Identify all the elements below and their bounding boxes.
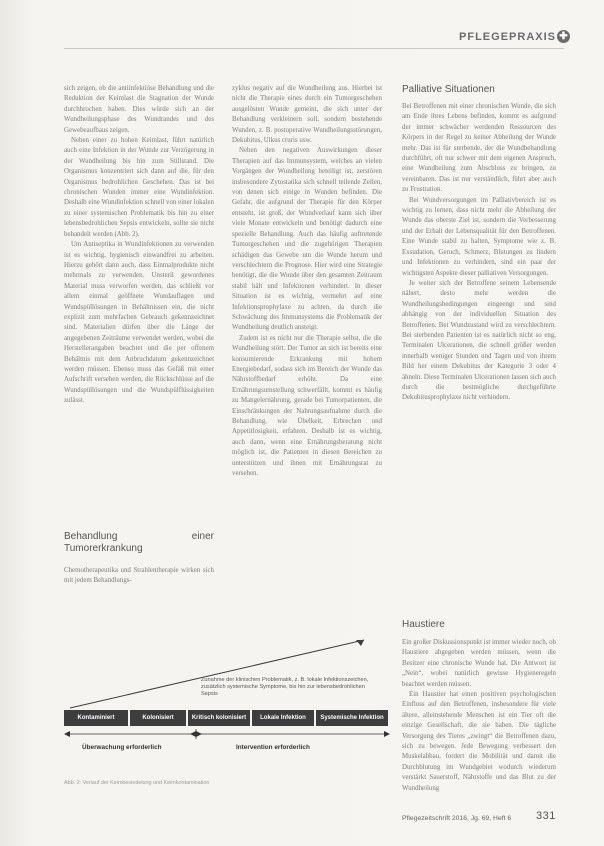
section-label: PFLEGEPRAXIS: [459, 31, 556, 43]
paragraph: Neben einer zu hohen Keimlast, führt natürlich auch eine Infektion in der Wunde zur Verzögerung in der Wundheilung bis hin zum Stillstand. Die Organismus konzentriert sich dann auf die, für den Organismus bedrohlichen Geschehen. Das ist bei chronischen Wunden immer eine Wundinfektion. Deshalb eine Wundinfektion schnell von einer lokalen zu einer systemischen Problematik bis hin zu einer lebensbedrohlichen Sepsis entwickeln, sollte sie nicht behandelt werden (Abb. 2).: [64, 137, 214, 238]
column-middle: [232, 84, 382, 479]
stage-box: Kritisch kolonisiert: [188, 710, 252, 726]
right-arrow-icon: [384, 731, 390, 737]
section-heading: Behandlung einer Tumorerkrankung: [64, 531, 214, 554]
stage-box: Kolonisiert: [130, 710, 188, 726]
stage-box: Kontaminiert: [64, 710, 130, 726]
header-rule: [64, 48, 564, 49]
footer-journal: Pflegezeitschrift 2016, Jg. 69, Heft 6: [402, 815, 512, 822]
paragraph: sich zeigen, ob die antiinfektiöse Behandlung und die Reduktion der Keimlast die Stagnation der Wunde durchbrochen haben. Dies würde sich an der Wundheilungsphase des Wundrandes und des Gewebeaufbaus zeigen.: [64, 85, 214, 134]
paragraph: Um Antiseptika in Wundinfektionen zu verwenden ist es wichtig, hygienisch einwandfrei zu arbeiten. Hierzu gehört dann auch, dass Einmalprodukte nicht mehrmals zu verwenden. Unsteril gewordenes Material muss verworfen werden, das schließt vor allem einmal geöffnete Wundauflagen und Wundspüllösungen in Behältnissen ein, die nicht explizit zum mehrfachen Gebrauch gekennzeichnet sind. Materialien dürfen über die Länge der angegebenen Zeiträume verwendet werden, wobei die Herstellerangaben beachtet und die per offenem Behältnis mit dem Anbruchdatum gekennzeichnet werden müssen. Ebenso muss das Gefäß mit einer Aufschrift versehen werden, die Rückschlüsse auf die Wundspüllösungen und die Wundspülflüssigkeiten zulässt.: [64, 241, 214, 405]
paragraph: Bei Wundversorgungen im Palliativbereich ist es wichtig zu lernen, dass nicht mehr die Abheilung der Wunde das oberste Ziel ist, sondern die Verbesserung und der Erhalt der Lebensqualität für den Betroffenen. Eine Wunde stabil zu halten, Symptome wie z. B. Exsudation, Geruch, Schmerz, Blutungen zu lindern und Infektionen zu verhindern, sind ein paar der wichtigsten Aspekte dieser palliativen Versorgungen.: [402, 196, 556, 277]
section-heading: Haustiere: [402, 619, 445, 630]
paragraph: Bei Betroffenen mit einer chronischen Wunde, die sich am Ende ihres Lebens befinden, kommt es aufgrund der immer schwächer werdenden Ressourcen des Körpers in der Regel zu keiner Abheilung der Wunde mehr. Das ist für sterbende, der die Wundbehandlung durchführt, oft nur schwer mit dem eigenen Anspruch, eine Wundheilung zum Abschluss zu bringen, zu vereinbaren. Das ist nur verständlich, führt aber auch zu Frustration.: [402, 103, 556, 194]
pflege-icon: ✚: [557, 30, 570, 43]
left-arrow-icon: [64, 731, 70, 737]
section-heading: Palliative Situationen: [402, 84, 495, 95]
haustiere-body: [402, 638, 556, 794]
paragraph: Chemotherapeutika und Strahlentherapie wirken sich mit jedem Behandlungs-: [64, 567, 214, 585]
page-number: 331: [536, 810, 556, 822]
stage-row: [64, 710, 388, 726]
range-label-right: Intervention erforderlich: [236, 744, 310, 751]
paragraph: Ein Haustier hat einen positiven psychologischen Einfluss auf den Betroffenen, insbesondere für viele ältere, alleinstehende Menschen ist ein Tier oft die einzige Gesellschaft, die sie haben. Die tägliche Versorgung des Tieres „zwingt“ die Betroffenen dazu, sich zu bewegen. Jede Bewegung verbessert den Muskelabbau, fordert die Mobilität und damit die Durchblutung im Wundgebiet wodurch wiederum verstärkt Sauerstoff, Nährstoffe und das Blut zu der Wundheilung: [402, 691, 556, 792]
arrow-head-icon: [356, 640, 364, 646]
infection-stage-figure: [64, 634, 390, 758]
figure-annotation: Zunahme der klinischen Problematik, z. B. lokale Infektionszeichen, zusätzlich systemische Symptome, bis hin zur lebensbedrohlichen Sepsis: [201, 677, 369, 697]
column-left: [64, 84, 214, 644]
stage-box: Systemische Infektion: [316, 710, 388, 726]
stage-box: Lokale Infektion: [252, 710, 316, 726]
mid-arrow-icon-right: [196, 731, 202, 737]
paragraph: Zudem ist es nicht nur die Therapie selbst, die die Wundheilung stört. Der Tumor an sich ist bereits eine konsumierende Erkrankung mit hohem Energiebedarf, sodass sich im Bereich der Wunde das Nährstoffbedarf erhöht. Da eine Ernährungsumstellung schwerfällt, kommt es häufig zu Mangelernährung, gerade bei Tumorpatienten, die Einschränkungen der Nahrungsaufnahme durch die Behandlung, wie Übelkeit, Erbrechen und Appetitlosigkeit, erfahren. Deshalb ist es wichtig, auch dann, wenn eine Ernährungsberatung nicht möglich ist, die Patienten in diesen Bereichen zu unterstützen und ihnen mit Ernährungsrat zu versehen.: [232, 334, 382, 478]
paragraph: Neben den negativen Auswirkungen dieser Therapien auf das Immunsystem, welches an vielen Vorgängen der Wundheilung beteiligt ist, zerstören insbesondere Zytostatika sich schnell teilende Zellen, von denen sich einige in Wunden befinden. Die Gefahr, die aufgrund der Therapie für den Körper entsteht, ist groß, der Wundverlauf kann sich über viele Monate entwickeln und benötigt dadurch eine spezielle Behandlung. Auch das häufig auftretende Tumorgeschehen und die zugehörigen Therapien schädigen das Gewebe um die Wunde herum und verschlechtern die Prognose. Hier wird eine Strategie benötigt, die die Wunde über den gesamten Zeitraum stabil hält und Infektionen verhindert. In dieser Situation ist es wichtig, vermehrt auf eine Infektionsprophylaxe zu achten, da durch die Schwächung des Immunsystems die Problematik der Wundheilung deutlich ansteigt.: [232, 147, 382, 332]
figure-caption: Abb. 2: Verlauf der Keimbesiedelung und Keimkontamination: [64, 780, 210, 786]
range-label-left: Überwachung erforderlich: [82, 744, 162, 751]
column-right: [402, 84, 556, 794]
paragraph: zyklus negativ auf die Wundheilung aus. Hierbei ist nicht die Therapie eines durch ein Tumorgeschehen ausgelösten Wunde gemeint, die sich unter der Behandlung verkleinern soll, sondern bestehende Wunden, z. B. postoperative Wundheilungsstörungen, Dekubitus, Ulkus cruris usw.: [232, 85, 382, 145]
paragraph: Je weiter sich der Betroffene seinem Lebensende nähert, desto mehr werden die Wundheilungsbedingungen eingeengt und sind abhängig von der individuellen Situation des Betroffenen. Bei Wundzustand wird zu verschlechtern. Bei sterbenden Patienten ist es natürlich nicht so eng, Terminalen Ulcerationen, die schnell größer werden innerhalb weniger Stunden und Tagen und von ihrem Bild her einem Dekubitus der Kategorie 3 oder 4 ähneln. Diese Terminalen Ulcerationen lassen sich auch durch die bestmögliche durchgeführte Dekubitusprophylaxe nicht verhindern.: [402, 279, 556, 402]
mid-arrow-icon: [190, 731, 196, 737]
paragraph: Ein großer Diskussionspunkt ist immer wieder noch, ob Haustiere abgegeben werden müssen, wenn die Besitzer eine chronische Wunde hat. Die Antwort ist „Nein“, wobei natürlich gewisse Hygieneregeln beachtet werden müssen.: [402, 639, 556, 688]
